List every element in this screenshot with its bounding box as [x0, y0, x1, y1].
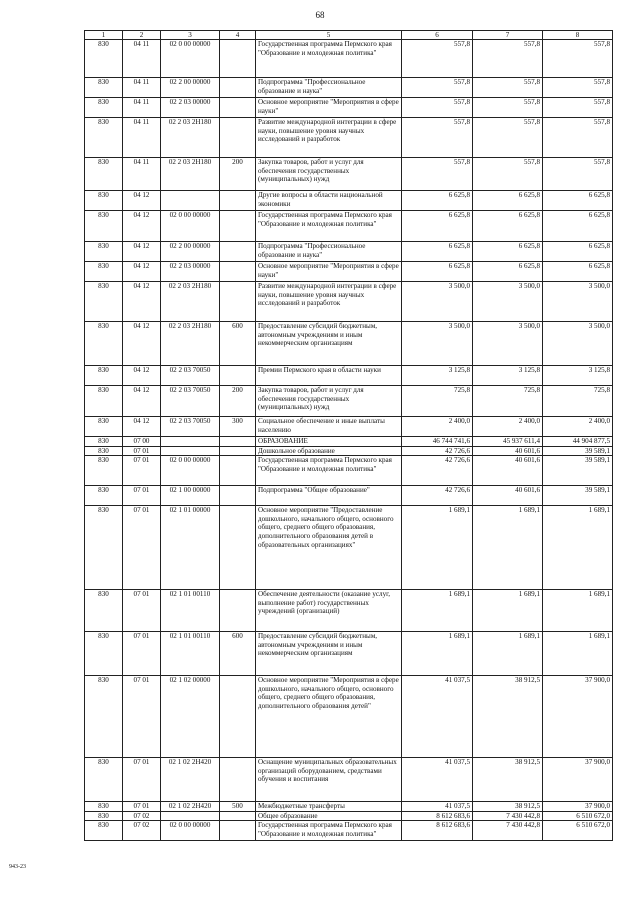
table-row [85, 437, 613, 447]
cell-target-article [161, 811, 220, 821]
column-header: 2 [123, 31, 161, 40]
cell-amount-col8: 3 125,8 [543, 366, 613, 386]
cell-section-code: 04 12 [123, 242, 161, 262]
cell-amount-col6: 3 500,0 [402, 322, 473, 366]
cell-section-code: 04 11 [123, 78, 161, 98]
cell-admin-code: 830 [85, 118, 123, 158]
cell-amount-col8: 6 625,8 [543, 191, 613, 211]
cell-amount-col6: 6 625,8 [402, 191, 473, 211]
cell-amount-col8: 39 589,1 [543, 486, 613, 506]
cell-amount-col6: 1 689,1 [402, 632, 473, 676]
table-row [85, 322, 613, 366]
cell-expense-type [220, 118, 256, 158]
cell-item-name: Дошкольное образование [256, 446, 402, 456]
cell-section-code: 07 01 [123, 506, 161, 590]
cell-item-name: Другие вопросы в области национальной экономики [256, 191, 402, 211]
cell-admin-code: 830 [85, 40, 123, 78]
budget-table [84, 30, 613, 841]
cell-amount-col7: 3 500,0 [473, 282, 543, 322]
column-header: 6 [402, 31, 473, 40]
cell-amount-col6: 42 726,6 [402, 446, 473, 456]
cell-item-name: Основное мероприятие "Мероприятия в сфере науки" [256, 98, 402, 118]
cell-target-article: 02 0 00 00000 [161, 456, 220, 486]
cell-section-code: 04 12 [123, 322, 161, 366]
cell-amount-col6: 1 689,1 [402, 506, 473, 590]
cell-item-name: Межбюджетные трансферты [256, 802, 402, 812]
cell-section-code: 04 11 [123, 118, 161, 158]
cell-expense-type [220, 590, 256, 632]
cell-expense-type: 500 [220, 802, 256, 812]
cell-expense-type [220, 191, 256, 211]
cell-section-code: 07 01 [123, 486, 161, 506]
cell-amount-col7: 557,8 [473, 158, 543, 191]
cell-target-article: 02 2 03 70050 [161, 386, 220, 417]
cell-amount-col8: 3 500,0 [543, 282, 613, 322]
cell-amount-col8: 1 689,1 [543, 590, 613, 632]
cell-expense-type [220, 811, 256, 821]
cell-section-code: 07 01 [123, 446, 161, 456]
cell-target-article: 02 1 02 2Н420 [161, 802, 220, 812]
cell-target-article: 02 0 00 00000 [161, 211, 220, 242]
cell-admin-code: 830 [85, 632, 123, 676]
cell-amount-col8: 3 500,0 [543, 322, 613, 366]
cell-amount-col8: 2 400,0 [543, 417, 613, 437]
cell-target-article: 02 2 03 00000 [161, 262, 220, 282]
cell-admin-code: 830 [85, 821, 123, 841]
cell-target-article: 02 1 01 00110 [161, 632, 220, 676]
table-row [85, 802, 613, 812]
table-body [85, 40, 613, 841]
cell-item-name: Предоставление субсидий бюджетным, автономным учреждениям и иным некоммерческим организациям [256, 632, 402, 676]
cell-amount-col7: 40 601,6 [473, 456, 543, 486]
cell-amount-col7: 38 912,5 [473, 676, 543, 758]
cell-amount-col7: 38 912,5 [473, 802, 543, 812]
cell-expense-type [220, 506, 256, 590]
cell-amount-col8: 37 900,0 [543, 802, 613, 812]
cell-admin-code: 830 [85, 590, 123, 632]
cell-expense-type [220, 821, 256, 841]
cell-expense-type [220, 486, 256, 506]
cell-section-code: 07 01 [123, 590, 161, 632]
cell-admin-code: 830 [85, 158, 123, 191]
cell-section-code: 07 02 [123, 821, 161, 841]
cell-admin-code: 830 [85, 446, 123, 456]
cell-section-code: 04 11 [123, 158, 161, 191]
cell-item-name: Государственная программа Пермского края "Образование и молодежная политика" [256, 211, 402, 242]
column-header: 8 [543, 31, 613, 40]
cell-target-article: 02 2 03 00000 [161, 98, 220, 118]
cell-admin-code: 830 [85, 366, 123, 386]
cell-target-article: 02 2 00 00000 [161, 242, 220, 262]
cell-expense-type [220, 211, 256, 242]
cell-admin-code: 830 [85, 506, 123, 590]
cell-amount-col7: 1 689,1 [473, 506, 543, 590]
cell-section-code: 07 01 [123, 632, 161, 676]
cell-expense-type [220, 437, 256, 447]
cell-target-article: 02 1 01 00000 [161, 506, 220, 590]
document-code: 943-23 [9, 864, 26, 870]
cell-expense-type [220, 366, 256, 386]
column-header: 1 [85, 31, 123, 40]
cell-expense-type: 300 [220, 417, 256, 437]
cell-target-article: 02 0 00 00000 [161, 821, 220, 841]
column-header: 5 [256, 31, 402, 40]
cell-amount-col7: 6 625,8 [473, 191, 543, 211]
cell-expense-type [220, 282, 256, 322]
cell-target-article: 02 1 02 00000 [161, 676, 220, 758]
cell-amount-col6: 8 612 683,6 [402, 821, 473, 841]
cell-expense-type [220, 98, 256, 118]
cell-expense-type: 600 [220, 632, 256, 676]
cell-item-name: Подпрограмма "Профессиональное образование и наука" [256, 78, 402, 98]
table-row [85, 366, 613, 386]
cell-expense-type [220, 456, 256, 486]
cell-amount-col6: 8 612 683,6 [402, 811, 473, 821]
table-row [85, 242, 613, 262]
cell-admin-code: 830 [85, 98, 123, 118]
cell-expense-type: 200 [220, 386, 256, 417]
cell-admin-code: 830 [85, 802, 123, 812]
cell-section-code: 07 01 [123, 802, 161, 812]
page-number: 68 [315, 10, 325, 20]
cell-target-article: 02 1 00 00000 [161, 486, 220, 506]
cell-target-article: 02 2 00 00000 [161, 78, 220, 98]
cell-target-article [161, 191, 220, 211]
cell-amount-col7: 557,8 [473, 118, 543, 158]
cell-item-name: Предоставление субсидий бюджетным, автономным учреждениям и иным некоммерческим организациям [256, 322, 402, 366]
table-row [85, 506, 613, 590]
table-row [85, 486, 613, 506]
cell-expense-type: 600 [220, 322, 256, 366]
cell-item-name: Премии Пермского края в области науки [256, 366, 402, 386]
cell-target-article [161, 446, 220, 456]
cell-item-name: Общее образование [256, 811, 402, 821]
cell-expense-type [220, 262, 256, 282]
cell-amount-col6: 6 625,8 [402, 262, 473, 282]
cell-section-code: 04 12 [123, 191, 161, 211]
cell-admin-code: 830 [85, 456, 123, 486]
cell-amount-col8: 557,8 [543, 98, 613, 118]
column-header: 4 [220, 31, 256, 40]
cell-admin-code: 830 [85, 417, 123, 437]
table-row [85, 40, 613, 78]
cell-target-article: 02 2 03 70050 [161, 366, 220, 386]
cell-section-code: 07 01 [123, 758, 161, 802]
cell-section-code: 04 11 [123, 40, 161, 78]
cell-amount-col8: 39 589,1 [543, 446, 613, 456]
table-row [85, 821, 613, 841]
cell-amount-col6: 41 037,5 [402, 802, 473, 812]
cell-amount-col8: 37 900,0 [543, 758, 613, 802]
cell-amount-col8: 6 625,8 [543, 242, 613, 262]
cell-amount-col6: 557,8 [402, 78, 473, 98]
cell-expense-type [220, 242, 256, 262]
cell-admin-code: 830 [85, 242, 123, 262]
cell-amount-col7: 557,8 [473, 98, 543, 118]
column-header: 3 [161, 31, 220, 40]
cell-amount-col7: 6 625,8 [473, 211, 543, 242]
cell-section-code: 04 12 [123, 282, 161, 322]
cell-section-code: 04 12 [123, 417, 161, 437]
cell-amount-col6: 41 037,5 [402, 758, 473, 802]
column-number-row [85, 31, 613, 40]
table-row [85, 191, 613, 211]
cell-amount-col6: 557,8 [402, 158, 473, 191]
cell-expense-type [220, 446, 256, 456]
cell-item-name: Государственная программа Пермского края "Образование и молодежная политика" [256, 40, 402, 78]
cell-amount-col7: 557,8 [473, 40, 543, 78]
cell-section-code: 07 01 [123, 676, 161, 758]
cell-amount-col7: 40 601,6 [473, 446, 543, 456]
cell-target-article: 02 2 03 70050 [161, 417, 220, 437]
cell-target-article: 02 2 03 2Н180 [161, 282, 220, 322]
cell-section-code: 04 11 [123, 98, 161, 118]
cell-item-name: Оснащение муниципальных образовательных организаций оборудованием, средствами обучения и воспитания [256, 758, 402, 802]
cell-amount-col6: 1 689,1 [402, 590, 473, 632]
cell-amount-col7: 45 937 611,4 [473, 437, 543, 447]
cell-section-code: 04 12 [123, 386, 161, 417]
cell-amount-col7: 38 912,5 [473, 758, 543, 802]
cell-amount-col8: 44 904 877,5 [543, 437, 613, 447]
cell-section-code: 04 12 [123, 211, 161, 242]
cell-item-name: Социальное обеспечение и иные выплаты населению [256, 417, 402, 437]
cell-amount-col7: 6 625,8 [473, 242, 543, 262]
cell-amount-col6: 3 125,8 [402, 366, 473, 386]
cell-amount-col8: 725,8 [543, 386, 613, 417]
cell-amount-col7: 1 689,1 [473, 632, 543, 676]
table-row [85, 811, 613, 821]
cell-amount-col8: 557,8 [543, 158, 613, 191]
cell-expense-type [220, 40, 256, 78]
cell-amount-col8: 6 510 672,0 [543, 811, 613, 821]
cell-admin-code: 830 [85, 211, 123, 242]
cell-amount-col6: 557,8 [402, 40, 473, 78]
table-row [85, 676, 613, 758]
cell-amount-col7: 725,8 [473, 386, 543, 417]
cell-amount-col8: 1 689,1 [543, 506, 613, 590]
cell-amount-col6: 557,8 [402, 98, 473, 118]
cell-item-name: Развитие международной интеграции в сфере науки, повышение уровня научных исследований и разработок [256, 118, 402, 158]
cell-item-name: Подпрограмма "Профессиональное образование и наука" [256, 242, 402, 262]
cell-amount-col7: 40 601,6 [473, 486, 543, 506]
cell-item-name: Основное мероприятие "Предоставление дошкольного, начального общего, основного общего, среднего общего образования, дополнительного образования детей в образовательных организациях" [256, 506, 402, 590]
table-row [85, 446, 613, 456]
cell-target-article [161, 437, 220, 447]
cell-admin-code: 830 [85, 437, 123, 447]
cell-expense-type [220, 676, 256, 758]
cell-amount-col8: 6 625,8 [543, 262, 613, 282]
cell-target-article: 02 2 03 2Н180 [161, 118, 220, 158]
cell-amount-col6: 6 625,8 [402, 211, 473, 242]
cell-section-code: 07 00 [123, 437, 161, 447]
cell-item-name: Подпрограмма "Общее образование" [256, 486, 402, 506]
table-row [85, 78, 613, 98]
cell-admin-code: 830 [85, 386, 123, 417]
cell-amount-col6: 2 400,0 [402, 417, 473, 437]
cell-item-name: Развитие международной интеграции в сфере науки, повышение уровня научных исследований и разработок [256, 282, 402, 322]
cell-item-name: Закупка товаров, работ и услуг для обеспечения государственных (муниципальных) нужд [256, 386, 402, 417]
cell-item-name: Основное мероприятие "Мероприятия в сфере науки" [256, 262, 402, 282]
cell-target-article: 02 1 02 2Н420 [161, 758, 220, 802]
cell-admin-code: 830 [85, 322, 123, 366]
table-row [85, 417, 613, 437]
cell-amount-col6: 557,8 [402, 118, 473, 158]
cell-amount-col6: 41 037,5 [402, 676, 473, 758]
cell-amount-col7: 7 430 442,8 [473, 811, 543, 821]
table-row [85, 386, 613, 417]
table-row [85, 456, 613, 486]
cell-amount-col7: 2 400,0 [473, 417, 543, 437]
cell-amount-col6: 46 744 741,6 [402, 437, 473, 447]
cell-item-name: Основное мероприятие "Мероприятия в сфере дошкольного, начального общего, основного общего, среднего общего образования, дополнительного образования детей" [256, 676, 402, 758]
cell-amount-col8: 1 689,1 [543, 632, 613, 676]
cell-admin-code: 830 [85, 676, 123, 758]
cell-admin-code: 830 [85, 282, 123, 322]
table-row [85, 98, 613, 118]
column-header: 7 [473, 31, 543, 40]
cell-admin-code: 830 [85, 191, 123, 211]
cell-item-name: Обеспечение деятельности (оказание услуг, выполнение работ) государственных учреждений (организаций) [256, 590, 402, 632]
cell-section-code: 07 02 [123, 811, 161, 821]
cell-amount-col6: 42 726,6 [402, 456, 473, 486]
table-row [85, 262, 613, 282]
cell-amount-col8: 6 625,8 [543, 211, 613, 242]
cell-section-code: 04 12 [123, 366, 161, 386]
cell-amount-col7: 7 430 442,8 [473, 821, 543, 841]
cell-amount-col6: 3 500,0 [402, 282, 473, 322]
cell-admin-code: 830 [85, 811, 123, 821]
cell-target-article: 02 1 01 00110 [161, 590, 220, 632]
cell-expense-type: 200 [220, 158, 256, 191]
cell-admin-code: 830 [85, 486, 123, 506]
cell-amount-col8: 6 510 672,0 [543, 821, 613, 841]
cell-amount-col6: 42 726,6 [402, 486, 473, 506]
cell-target-article: 02 0 00 00000 [161, 40, 220, 78]
cell-section-code: 07 01 [123, 456, 161, 486]
cell-amount-col7: 557,8 [473, 78, 543, 98]
cell-admin-code: 830 [85, 262, 123, 282]
table-row [85, 158, 613, 191]
table-row [85, 211, 613, 242]
cell-item-name: Государственная программа Пермского края "Образование и молодежная политика" [256, 456, 402, 486]
cell-amount-col7: 6 625,8 [473, 262, 543, 282]
cell-amount-col7: 3 125,8 [473, 366, 543, 386]
table-row [85, 758, 613, 802]
cell-amount-col6: 725,8 [402, 386, 473, 417]
table-row [85, 282, 613, 322]
table-row [85, 590, 613, 632]
table-row [85, 632, 613, 676]
cell-amount-col8: 37 900,0 [543, 676, 613, 758]
cell-amount-col8: 557,8 [543, 118, 613, 158]
cell-amount-col8: 557,8 [543, 40, 613, 78]
cell-item-name: Государственная программа Пермского края "Образование и молодежная политика" [256, 821, 402, 841]
cell-item-name: ОБРАЗОВАНИЕ [256, 437, 402, 447]
cell-section-code: 04 12 [123, 262, 161, 282]
cell-target-article: 02 2 03 2Н180 [161, 158, 220, 191]
cell-admin-code: 830 [85, 78, 123, 98]
table-row [85, 118, 613, 158]
cell-target-article: 02 2 03 2Н180 [161, 322, 220, 366]
cell-item-name: Закупка товаров, работ и услуг для обеспечения государственных (муниципальных) нужд [256, 158, 402, 191]
cell-amount-col8: 557,8 [543, 78, 613, 98]
cell-admin-code: 830 [85, 758, 123, 802]
cell-amount-col7: 1 689,1 [473, 590, 543, 632]
cell-amount-col8: 39 589,1 [543, 456, 613, 486]
cell-expense-type [220, 78, 256, 98]
cell-expense-type [220, 758, 256, 802]
cell-amount-col6: 6 625,8 [402, 242, 473, 262]
cell-amount-col7: 3 500,0 [473, 322, 543, 366]
